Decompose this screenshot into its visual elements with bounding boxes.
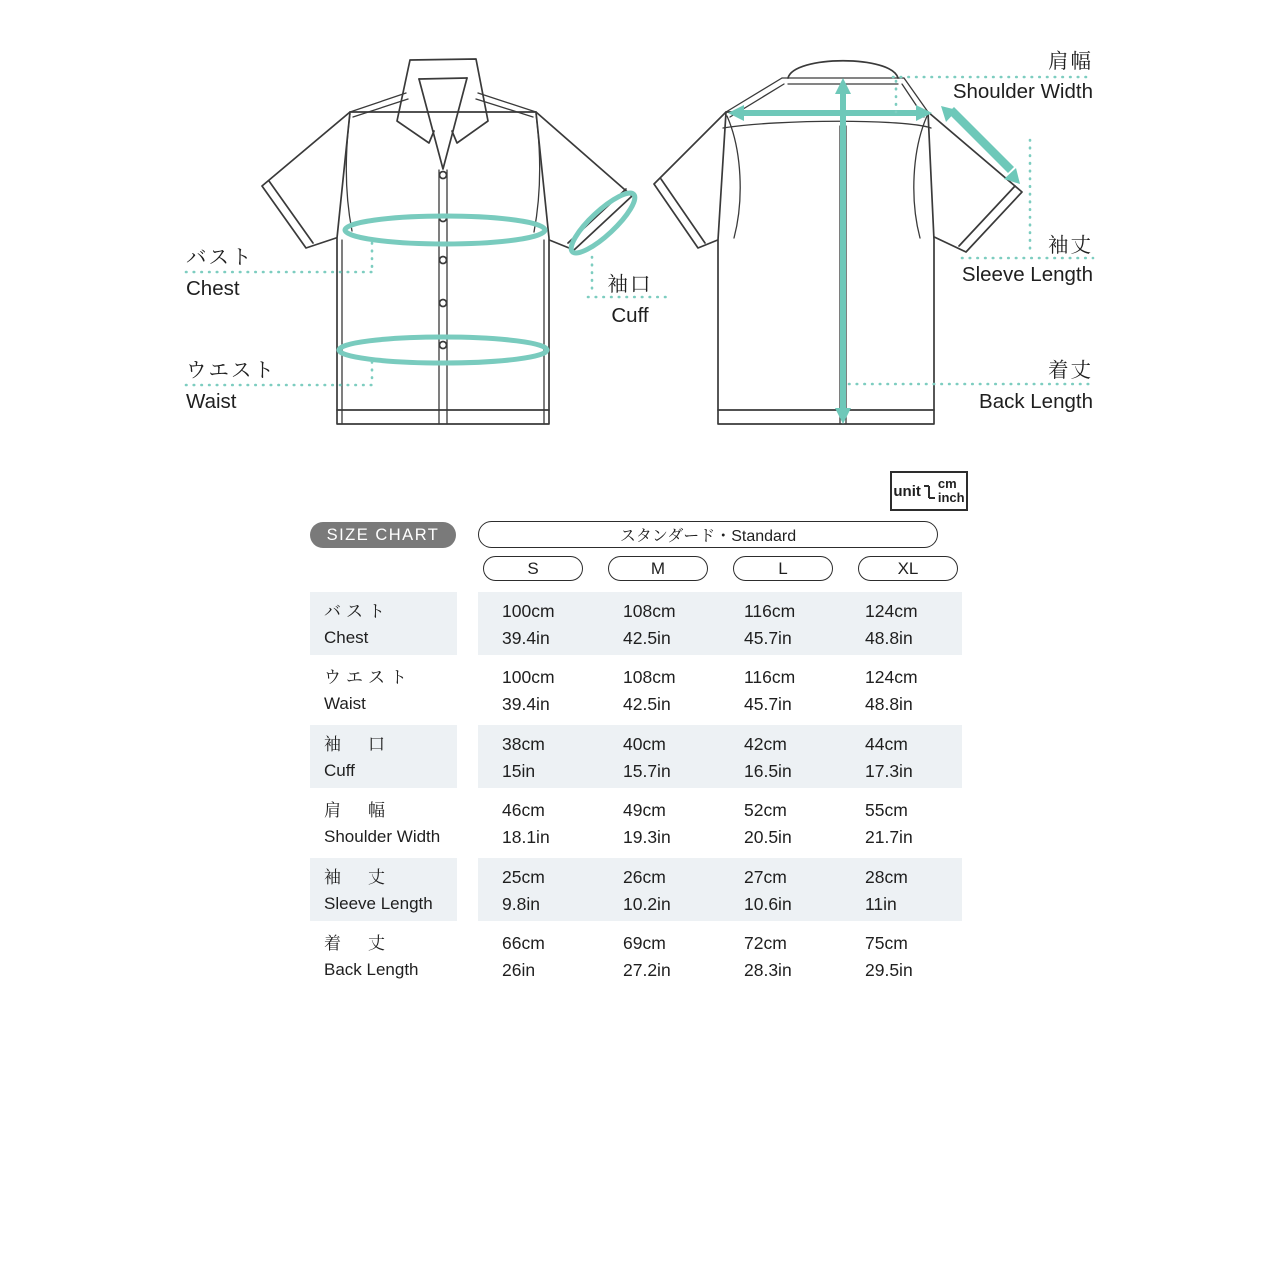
value-cell: 116cm 45.7in	[744, 667, 796, 714]
row-label: 肩 幅 Shoulder Width	[324, 801, 441, 846]
unit-cm-label: cm	[937, 476, 957, 491]
value-cell: 124cm 48.8in	[865, 667, 918, 714]
table-row-shoulder-width	[310, 791, 962, 854]
row-label: 着 丈 Back Length	[324, 934, 419, 979]
value-cell: 49cm 19.3in	[623, 800, 671, 847]
waist-label-ja: ウエスト	[186, 359, 276, 382]
value-cell: 100cm 39.4in	[502, 667, 555, 714]
row-label: バスト Chest	[310, 592, 457, 655]
value-cell: 42cm 16.5in	[744, 734, 792, 781]
unit-inch-label: inch	[937, 490, 965, 505]
value-cell: 28cm 11in	[865, 867, 908, 914]
measurement-marks	[186, 77, 1093, 424]
value-cell: 116cm 45.7in	[744, 601, 796, 648]
row-label: ウエスト Waist	[324, 668, 412, 713]
unit-legend-box	[890, 471, 968, 511]
shirt-measurement-diagram	[0, 0, 1280, 455]
chest-label-ja: バスト	[186, 246, 254, 269]
value-cell: 75cm 29.5in	[865, 933, 913, 980]
cuff-label-ja: 袖口	[607, 273, 653, 296]
back-length-label-ja: 着丈	[1048, 359, 1093, 382]
value-cell: 100cm 39.4in	[502, 601, 555, 648]
shoulder-label-ja: 肩幅	[1048, 50, 1093, 73]
category-pill: スタンダード・Standard	[478, 521, 938, 548]
value-cell: 66cm 26in	[502, 933, 545, 980]
row-label: 袖 口 Cuff	[310, 725, 457, 788]
size-pill-xl: XL	[858, 556, 958, 581]
cuff-label-en: Cuff	[611, 304, 649, 327]
value-cell: 124cm 48.8in	[865, 601, 918, 648]
sleeve-label-en: Sleeve Length	[961, 263, 1093, 286]
unit-label: unit	[893, 482, 921, 500]
table-row-chest	[310, 592, 962, 655]
value-cell: 55cm 21.7in	[865, 800, 913, 847]
shoulder-label-en: Shoulder Width	[952, 80, 1093, 103]
size-chart-title-pill: SIZE CHART	[310, 522, 456, 548]
size-table	[310, 592, 962, 987]
table-row-back-length	[310, 924, 962, 987]
value-cell: 72cm 28.3in	[744, 933, 792, 980]
value-cell: 27cm 10.6in	[744, 867, 792, 914]
size-pill-s: S	[483, 556, 583, 581]
row-label: 袖 丈 Sleeve Length	[310, 858, 457, 921]
value-cell: 46cm 18.1in	[502, 800, 550, 847]
value-cell: 26cm 10.2in	[623, 867, 671, 914]
unit-bracket-icon	[923, 478, 936, 504]
value-cell: 108cm 42.5in	[623, 601, 676, 648]
value-cell: 52cm 20.5in	[744, 800, 792, 847]
value-cell: 38cm 15in	[502, 734, 545, 781]
size-pill-m: M	[608, 556, 708, 581]
sleeve-label-ja: 袖丈	[1048, 234, 1093, 257]
back-length-label-en: Back Length	[979, 390, 1093, 413]
value-cell: 69cm 27.2in	[623, 933, 671, 980]
value-cell: 44cm 17.3in	[865, 734, 913, 781]
value-cell: 108cm 42.5in	[623, 667, 676, 714]
value-cell: 25cm 9.8in	[502, 867, 545, 914]
chest-label-en: Chest	[186, 277, 240, 300]
waist-label-en: Waist	[186, 390, 237, 413]
table-row-cuff	[310, 725, 962, 788]
table-row-sleeve-length	[310, 858, 962, 921]
size-pill-l: L	[733, 556, 833, 581]
value-cell: 40cm 15.7in	[623, 734, 671, 781]
table-row-waist	[310, 658, 962, 721]
